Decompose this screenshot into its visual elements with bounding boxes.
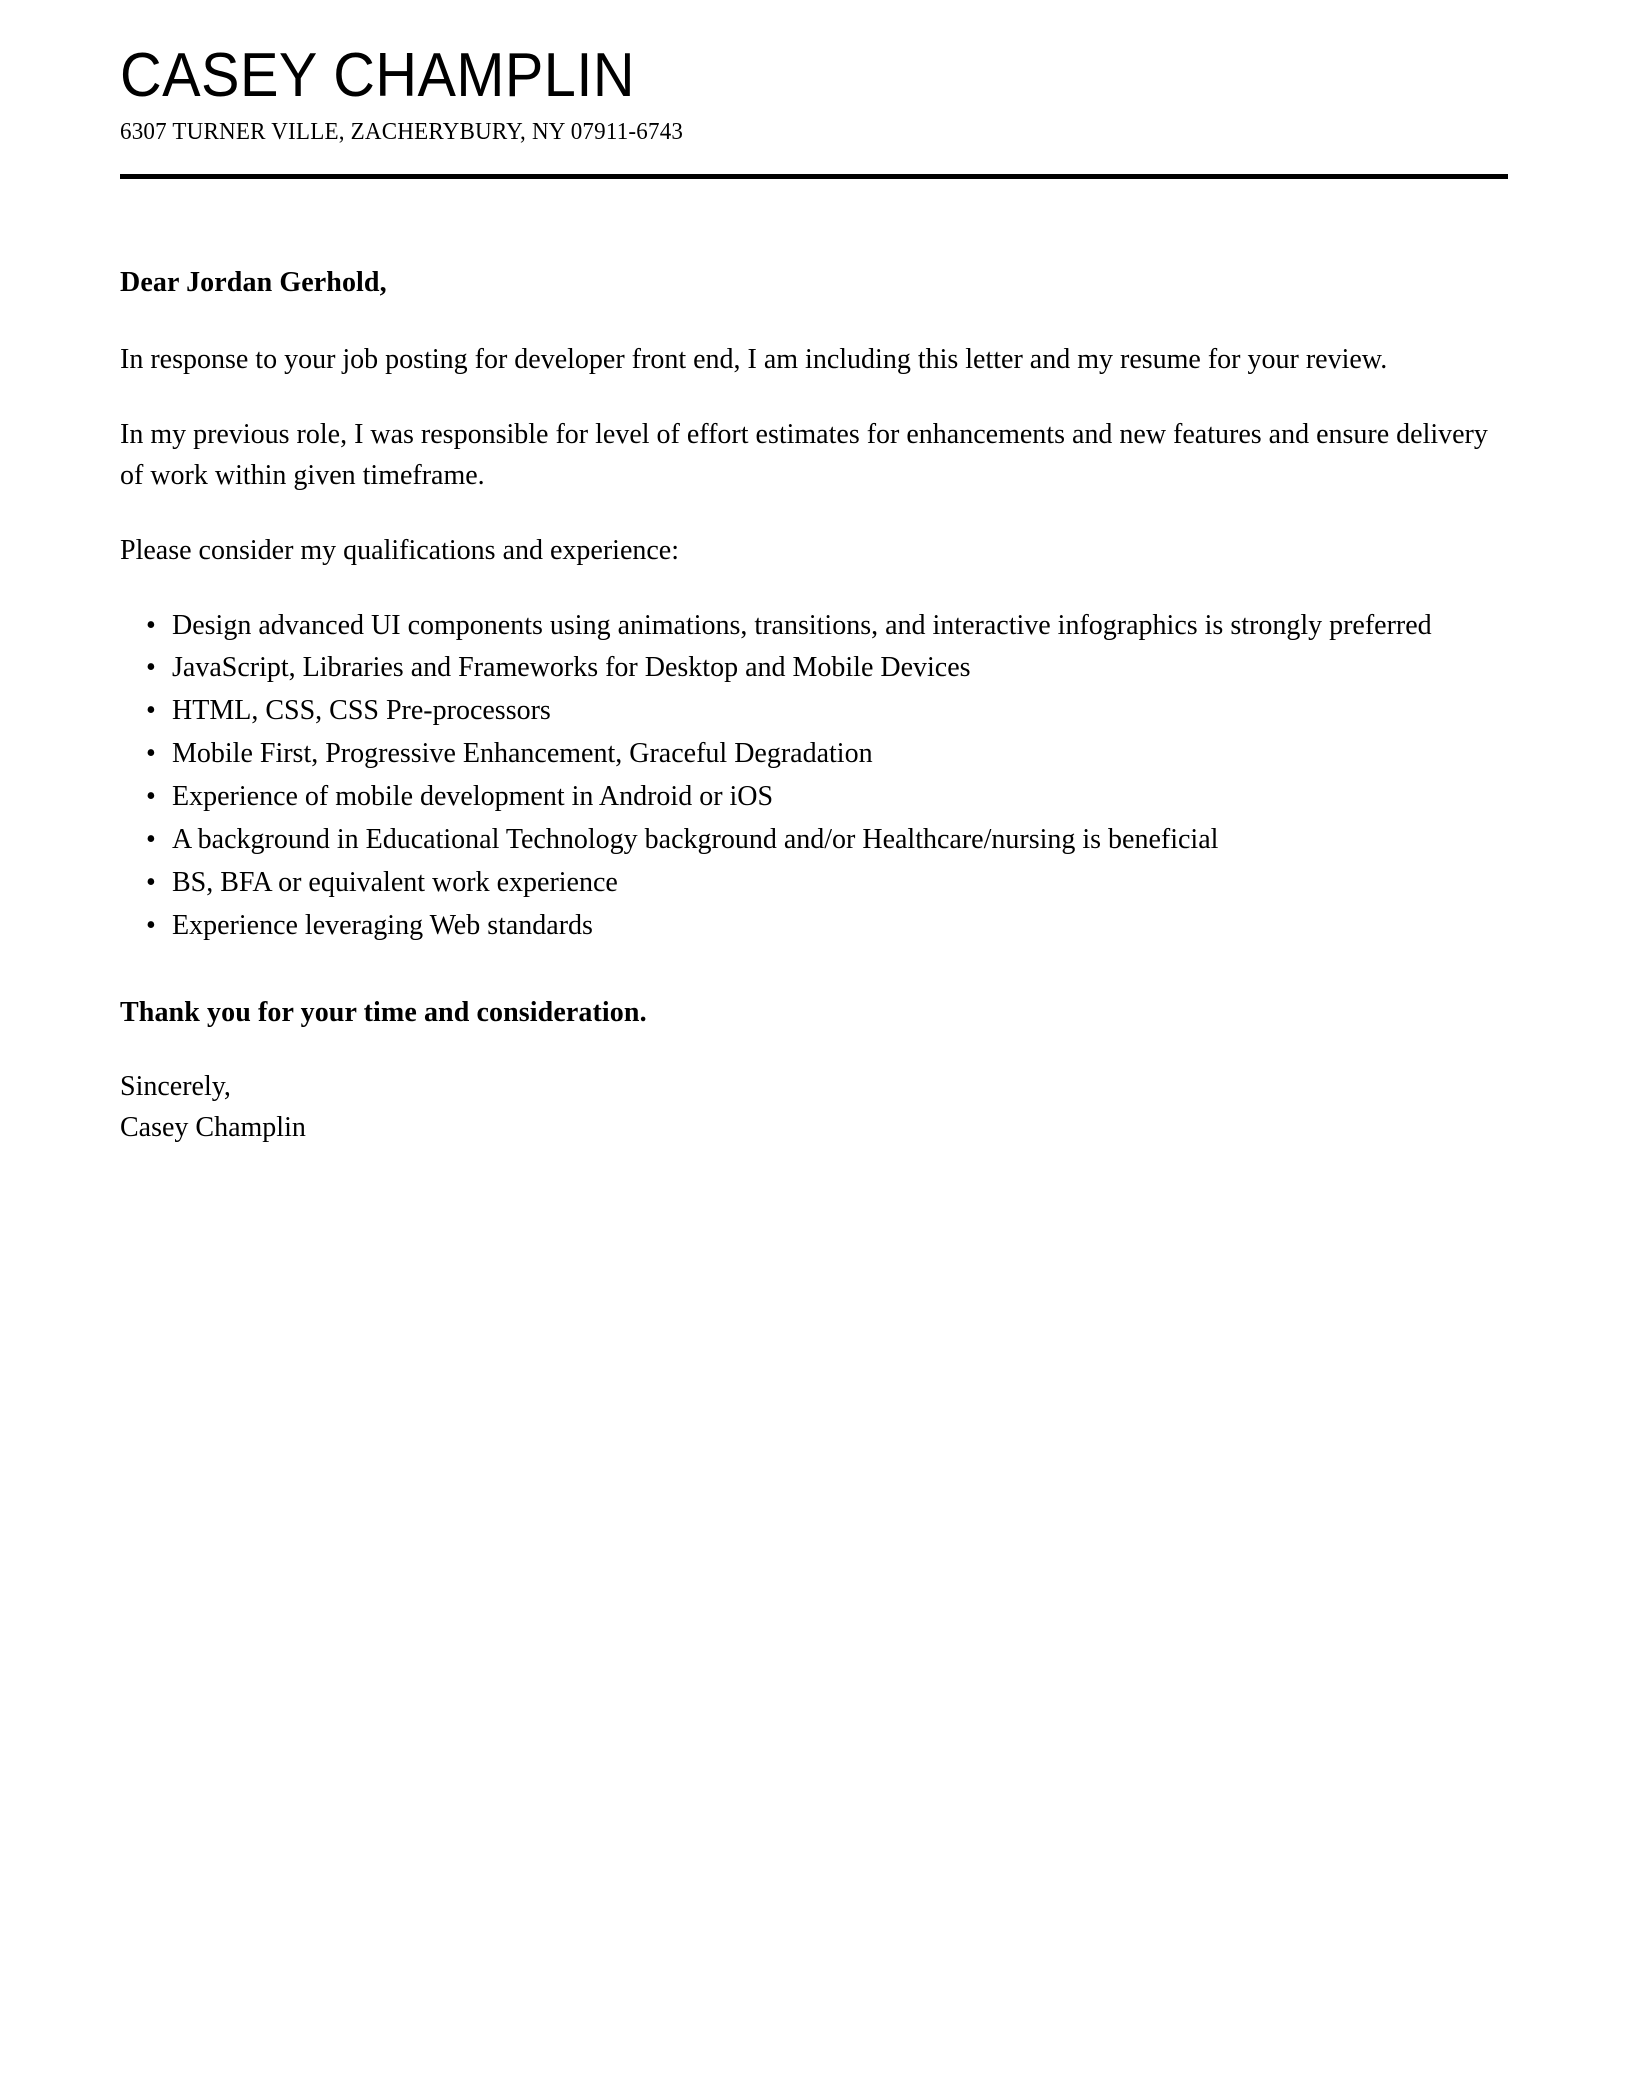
list-item-label: HTML, CSS, CSS Pre-processors [172,695,551,727]
qualifications-list [120,606,1460,947]
closing-statement: Thank you for your time and consideration. [120,996,647,1028]
bullet-icon: • [146,866,156,898]
bullet-icon: • [146,823,156,855]
letter-paragraph-2: In my previous role, I was responsible for level of effort estimates for enhancements and new features and ensure delivery of work within given timeframe. [120,418,1488,491]
document-content [120,0,1510,1149]
header-divider [120,174,1508,179]
applicant-name: CASEY CHAMPLIN [120,41,635,110]
signature-name: Casey Champlin [120,1112,306,1144]
letter-body [120,263,1510,1149]
signoff-greeting: Sincerely, [120,1071,231,1103]
list-item [120,648,1460,689]
list-item-label: JavaScript, Libraries and Frameworks for Desktop and Mobile Devices [172,652,971,684]
list-item [120,906,1460,947]
bullet-icon: • [146,738,156,770]
bullet-icon: • [146,781,156,813]
list-item [120,777,1460,818]
list-item [120,734,1460,775]
list-item [120,863,1460,904]
bullet-icon: • [146,695,156,727]
bullet-icon: • [146,609,156,641]
list-item-label: Mobile First, Progressive Enhancement, Graceful Degradation [172,738,873,770]
bullet-icon: • [146,652,156,684]
list-item [120,691,1460,732]
salutation: Dear Jordan Gerhold, [120,267,387,299]
list-item-label: A background in Educational Technology background and/or Healthcare/nursing is beneficial [172,823,1219,855]
letter-paragraph-intro-list: Please consider my qualifications and experience: [120,534,680,566]
signoff-block [120,1067,1510,1149]
list-item-label: BS, BFA or equivalent work experience [172,866,618,898]
letterhead [120,0,1510,179]
list-item-label: Design advanced UI components using animations, transitions, and interactive infographics is strongly preferred [172,609,1432,641]
applicant-address: 6307 TURNER VILLE, ZACHERYBURY, NY 07911-6743 [120,119,684,146]
list-item-label: Experience of mobile development in Android or iOS [172,781,774,813]
letter-paragraph-1: In response to your job posting for developer front end, I am including this letter and my resume for your review. [120,344,1388,376]
list-item [120,820,1460,861]
list-item-label: Experience leveraging Web standards [172,909,593,941]
list-item [120,606,1460,647]
bullet-icon: • [146,909,156,941]
